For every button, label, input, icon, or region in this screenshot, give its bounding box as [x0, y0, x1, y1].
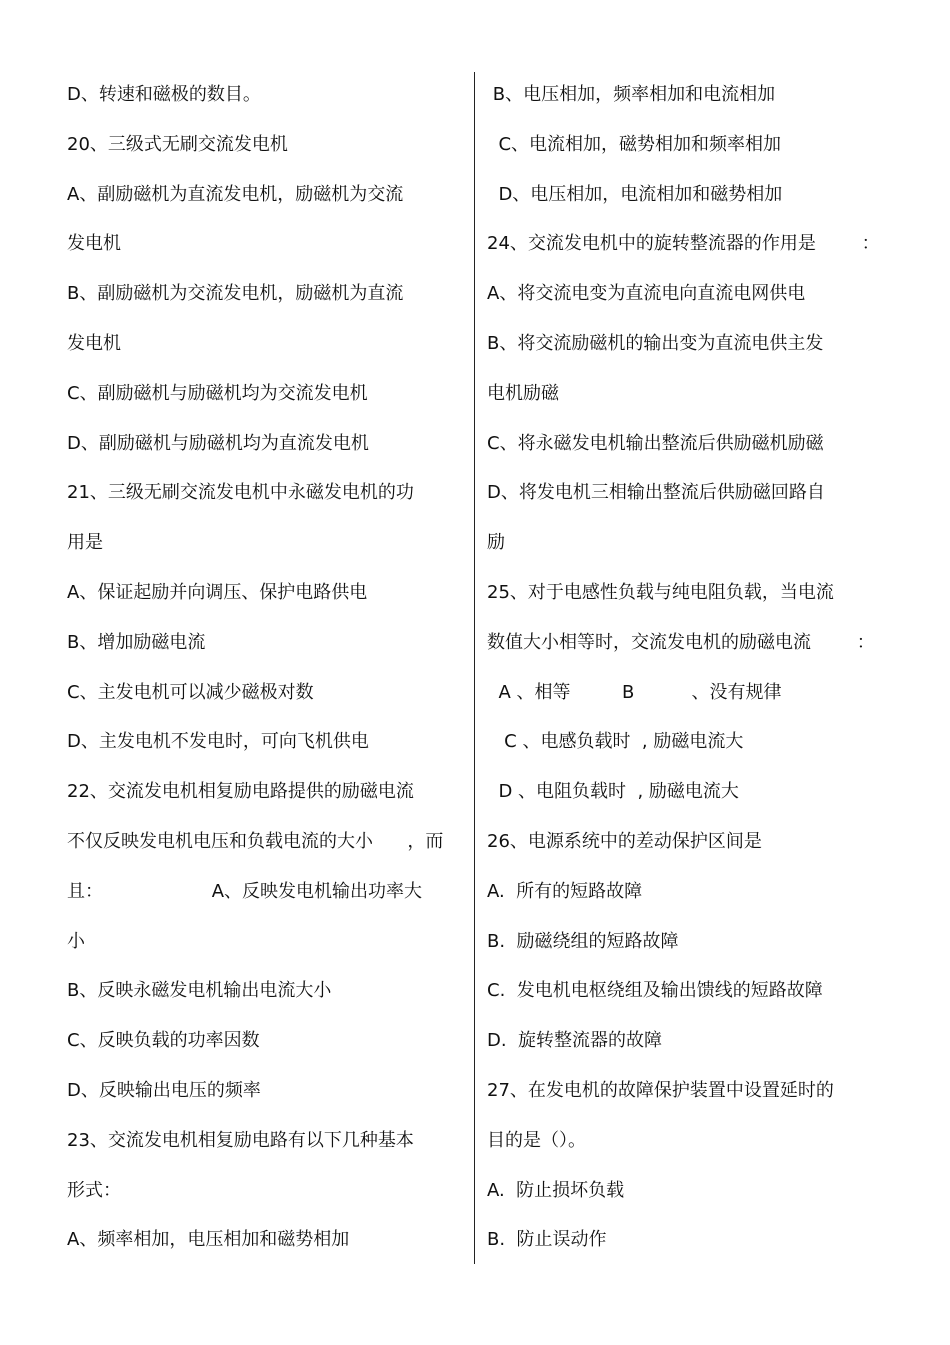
text-line: C、主发电机可以减少磁极对数: [67, 681, 314, 703]
question-22: 22、交流发电机相复励电路提供的励磁电流: [67, 781, 414, 803]
question-23: 23、交流发电机相复励电路有以下几种基本: [67, 1129, 414, 1151]
text-line: D、将发电机三相输出整流后供励磁回路自: [487, 482, 825, 504]
text-line: B. 励磁绕组的短路故障: [487, 930, 679, 952]
question-20: 20、三级式无刷交流发电机: [67, 133, 288, 155]
text-line: C、副励磁机与励磁机均为交流发电机: [67, 382, 368, 404]
text-line: A、频率相加，电压相加和磁势相加: [67, 1229, 350, 1251]
text-line: D. 旋转整流器的故障: [487, 1030, 663, 1052]
text-line: C、将永磁发电机输出整流后供励磁机励磁: [487, 432, 824, 454]
text-line: 发电机: [67, 233, 121, 255]
text-line: 不仅反映发电机电压和负载电流的大小 ，而: [67, 830, 444, 852]
question-26: 26、电源系统中的差动保护区间是: [487, 830, 762, 852]
text-line: 形式：: [67, 1179, 121, 1201]
text-line: D、电压相加，电流相加和磁势相加: [487, 183, 783, 205]
text-line: B、增加励磁电流: [67, 631, 206, 653]
text-line: C、反映负载的功率因数: [67, 1030, 260, 1052]
question-24: 24、交流发电机中的旋转整流器的作用是 ：: [487, 233, 880, 255]
text-line: 励: [487, 532, 505, 554]
text-line: C、电流相加，磁势相加和频率相加: [487, 133, 782, 155]
text-line: 电机励磁: [487, 382, 559, 404]
text-line: D 、电阻负载时 , 励磁电流大: [487, 781, 739, 803]
text-line: B、电压相加，频率相加和电流相加: [487, 84, 776, 105]
text-line: C 、电感负载时 , 励磁电流大: [487, 731, 744, 753]
question-25: 25、对于电感性负载与纯电阻负载，当电流: [487, 581, 834, 603]
question-27: 27、在发电机的故障保护装置中设置延时的: [487, 1079, 834, 1101]
text-line: B、副励磁机为交流发电机，励磁机为直流: [67, 283, 404, 305]
left-column: [67, 70, 467, 1265]
text-line: A、保证起励并向调压、保护电路供电: [67, 581, 368, 603]
text-line: A 、相等 B 、没有规律: [487, 681, 782, 703]
text-line: A、将交流电变为直流电向直流电网供电: [487, 283, 806, 305]
text-line: 目的是（）。: [487, 1129, 586, 1151]
text-line: D、反映输出电压的频率: [67, 1079, 261, 1101]
text-line: 用是: [67, 532, 103, 554]
question-21: 21、三级无刷交流发电机中永磁发电机的功: [67, 482, 414, 504]
text-line: 且： A、反映发电机输出功率大: [67, 880, 423, 902]
text-line: A、副励磁机为直流发电机，励磁机为交流: [67, 183, 404, 205]
text-line: B. 防止误动作: [487, 1229, 607, 1251]
text-line: D、主发电机不发电时，可向飞机供电: [67, 731, 369, 753]
right-column: [487, 70, 880, 1265]
text-line: 数值大小相等时，交流发电机的励磁电流 ：: [487, 631, 875, 653]
column-divider: [474, 72, 475, 1264]
text-line: D、转速和磁极的数目。: [67, 84, 261, 105]
text-line: A. 防止损坏负载: [487, 1179, 625, 1201]
text-line: D、副励磁机与励磁机均为直流发电机: [67, 432, 369, 454]
text-line: B、反映永磁发电机输出电流大小: [67, 980, 332, 1002]
text-line: A. 所有的短路故障: [487, 880, 643, 902]
text-line: C. 发电机电枢绕组及输出馈线的短路故障: [487, 980, 823, 1002]
text-line: B、将交流励磁机的输出变为直流电供主发: [487, 332, 824, 354]
text-line: 发电机: [67, 332, 121, 354]
text-line: 小: [67, 930, 85, 952]
